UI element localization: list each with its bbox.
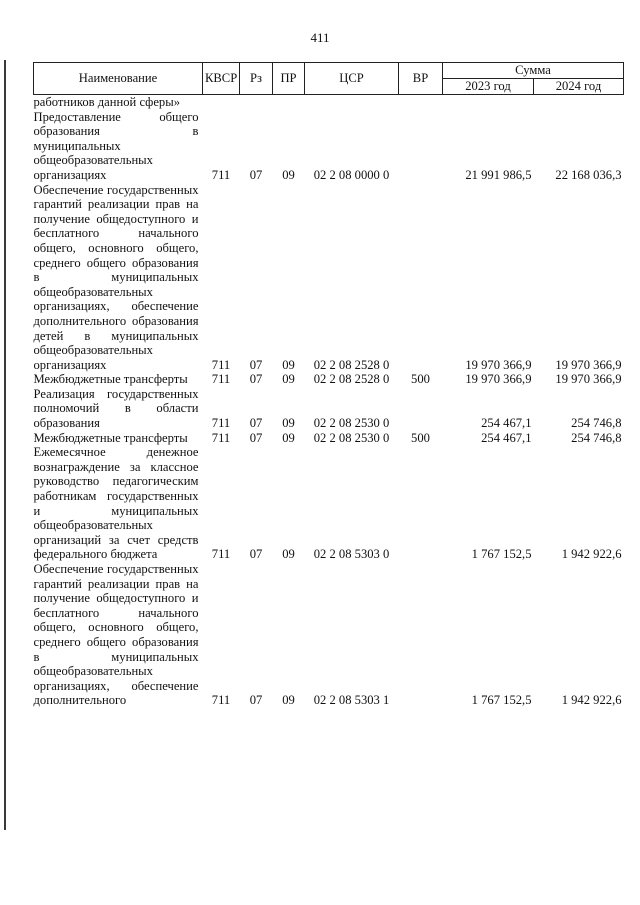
row-rz: 07 [249,416,263,431]
row-csr: 02 2 08 5303 0 [313,547,390,562]
row-kvsr: 711 [211,430,231,445]
row-csr: 02 2 08 2530 0 [313,416,390,431]
row-csr: 02 2 08 0000 0 [313,167,390,182]
row-pr: 09 [282,357,295,372]
binding-edge-line [4,60,6,830]
row-vr [399,562,443,708]
row-name: Межбюджетные трансферты [33,430,188,445]
row-pr: 09 [282,430,295,445]
row-sum-2024: 19 970 366,9 [555,372,622,387]
header-vr: ВР [399,63,443,95]
row-vr [399,387,443,431]
row-pr: 09 [282,693,295,708]
row-kvsr: 711 [211,372,231,387]
row-pr: 09 [282,547,295,562]
row-rz: 07 [249,167,263,182]
row-name: Обеспечение государственных гарантий реализации прав на получение общедоступного и бесплатного начального общего, основного общего, среднего общего образования в муниципальных общеобразовательных организациях, обеспечение дополнительного образования детей в муниципальных общеобразовательных организациях [33,182,199,372]
row-sum-2023: 1 767 152,5 [471,693,532,708]
row-sum-2024 [534,95,624,110]
row-vr [399,183,443,373]
row-rz: 07 [249,547,263,562]
row-sum-2023: 21 991 986,5 [465,167,532,182]
row-pr [273,95,305,110]
row-kvsr: 711 [211,357,231,372]
row-vr: 500 [411,372,430,387]
header-year-2024: 2024 год [534,79,624,95]
header-kvsr: КВСР [203,63,240,95]
row-pr: 09 [282,167,295,182]
header-pr: ПР [273,63,305,95]
row-rz [240,95,273,110]
row-name: Ежемесячное денежное вознаграждение за классное руководство педагогическим работникам государственных и муниципальных общеобразовательных организаций за счет средств федерального бюджета [33,445,199,562]
row-csr [305,95,399,110]
header-sum: Сумма [443,63,624,79]
table-header [34,63,624,95]
table-row [34,431,624,446]
header-rz: Рз [240,63,273,95]
row-name: Предоставление общего образования в муниципальных общеобразовательных организациях [33,109,199,182]
row-csr: 02 2 08 2528 0 [313,372,390,387]
row-kvsr: 711 [211,416,231,431]
page-number: 411 [310,30,330,45]
header-year-2023: 2023 год [443,79,534,95]
row-kvsr: 711 [211,693,231,708]
table-row [34,562,624,708]
row-sum-2023: 254 467,1 [481,416,532,431]
row-rz: 07 [249,357,263,372]
table-row [34,445,624,562]
row-rz: 07 [249,372,263,387]
table-row [34,372,624,387]
row-vr: 500 [411,430,430,445]
row-name: Обеспечение государственных гарантий реализации прав на получение общедоступного и бесплатного начального общего, основного общего, среднего общего образования в муниципальных общеобразовательных организациях, обеспечение дополнительного [33,562,199,708]
table-row [34,183,624,373]
header-csr: ЦСР [305,63,399,95]
header-name: Наименование [34,63,203,95]
row-sum-2023: 19 970 366,9 [465,372,532,387]
row-kvsr [203,95,240,110]
row-name: работников данной сферы» [33,95,180,109]
row-csr: 02 2 08 2530 0 [313,430,390,445]
row-name: Реализация государственных полномочий в области образования [33,386,199,431]
row-sum-2024: 254 746,8 [571,416,622,431]
row-kvsr: 711 [211,547,231,562]
row-vr [399,445,443,562]
row-sum-2023: 19 970 366,9 [465,357,532,372]
row-sum-2023 [443,95,534,110]
row-sum-2024: 1 942 922,6 [561,547,622,562]
row-kvsr: 711 [211,167,231,182]
row-sum-2023: 1 767 152,5 [471,547,532,562]
budget-table [33,62,624,708]
row-sum-2024: 22 168 036,3 [555,167,622,182]
row-pr: 09 [282,416,295,431]
row-rz: 07 [249,430,263,445]
row-pr: 09 [282,372,295,387]
row-csr: 02 2 08 5303 1 [313,693,390,708]
row-sum-2024: 1 942 922,6 [561,693,622,708]
table-body [34,95,624,708]
row-sum-2023: 254 467,1 [481,430,532,445]
row-csr: 02 2 08 2528 0 [313,357,390,372]
table-row [34,95,624,110]
table-row [34,110,624,183]
row-sum-2024: 19 970 366,9 [555,357,622,372]
row-vr [399,110,443,183]
row-vr [399,95,443,110]
row-sum-2024: 254 746,8 [571,430,622,445]
row-name: Межбюджетные трансферты [33,372,188,387]
table-row [34,387,624,431]
row-rz: 07 [249,693,263,708]
